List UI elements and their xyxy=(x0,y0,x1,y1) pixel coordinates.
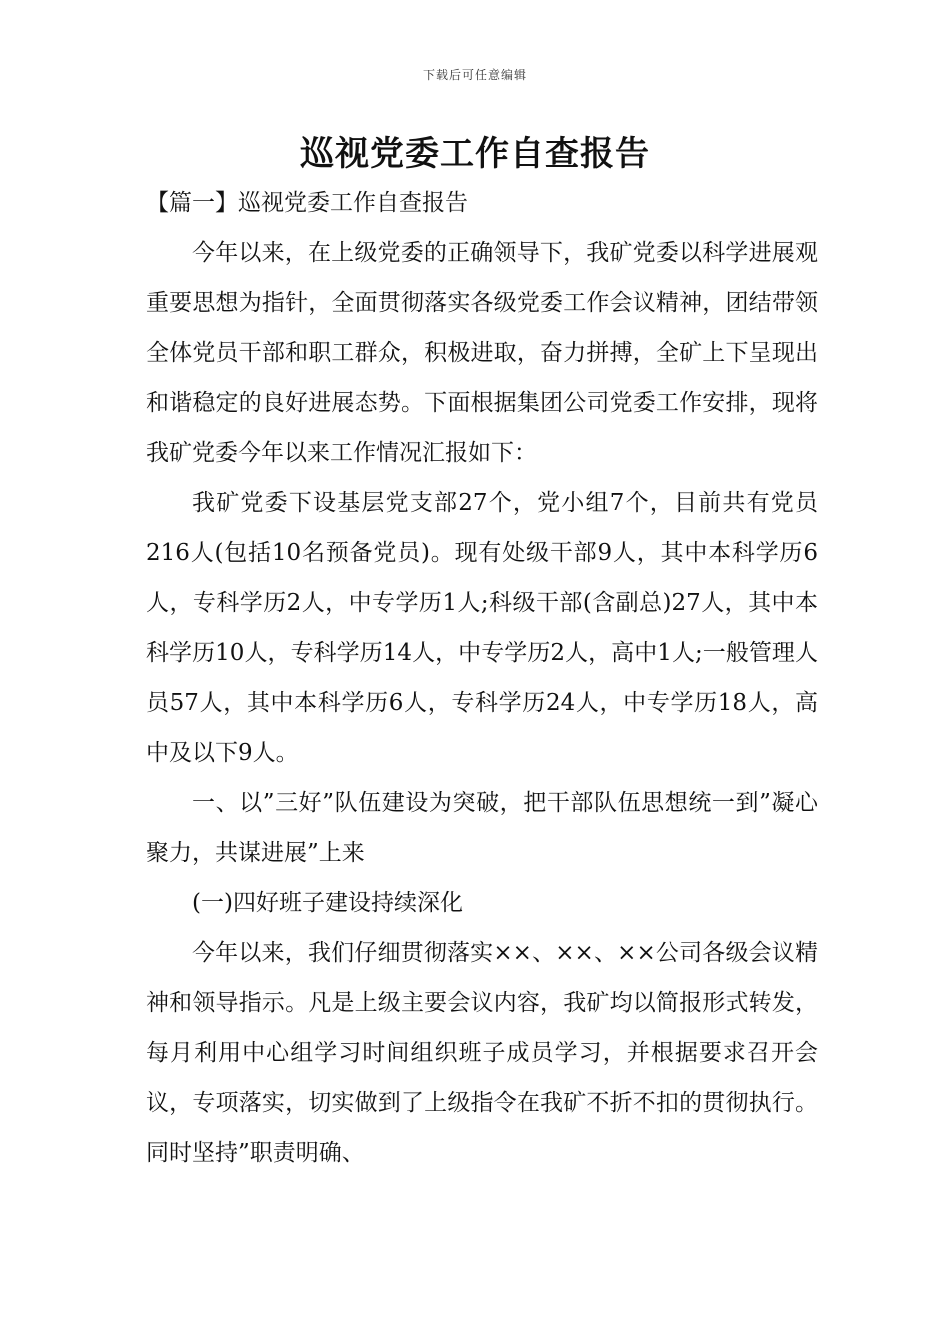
paragraph-intro: 今年以来，在上级党委的正确领导下，我矿党委以科学进展观重要思想为指针，全面贯彻落实各级党委工作会议精神，团结带领全体党员干部和职工群众，积极进取，奋力拼搏，全矿上下呈现出和谐稳定的良好进展态势。下面根据集团公司党委工作安排，现将我矿党委今年以来工作情况汇报如下： xyxy=(146,240,818,466)
heading-part-one: 一、以”三好”队伍建设为突破，把干部队伍思想统一到”凝心聚力，共谋进展”上来 xyxy=(146,790,818,866)
document-title: 巡视党委工作自查报告 xyxy=(300,134,650,174)
section-heading: 【篇一】巡视党委工作自查报告 xyxy=(146,190,468,216)
subheading-one: (一)四好班子建设持续深化 xyxy=(192,890,463,916)
document-body xyxy=(146,178,818,1178)
paragraph-implementation: 今年以来，我们仔细贯彻落实××、××、××公司各级会议精神和领导指示。凡是上级主要会议内容，我矿均以简报形式转发，每月利用中心组学习时间组织班子成员学习，并根据要求召开会议，专项落实，切实做到了上级指令在我矿不折不扣的贯彻执行。同时坚持”职责明确、 xyxy=(146,940,818,1166)
paragraph-statistics: 我矿党委下设基层党支部27个，党小组7个，目前共有党员216人(包括10名预备党员)。现有处级干部9人，其中本科学历6人，专科学历2人，中专学历1人;科级干部(含副总)27人，其中本科学历10人，专科学历14人，中专学历2人，高中1人;一般管理人员57人，其中本科学历6人，专科学历24人，中专学历18人，高中及以下9人。 xyxy=(146,490,818,766)
header-watermark: 下载后可任意编辑 xyxy=(422,68,527,82)
